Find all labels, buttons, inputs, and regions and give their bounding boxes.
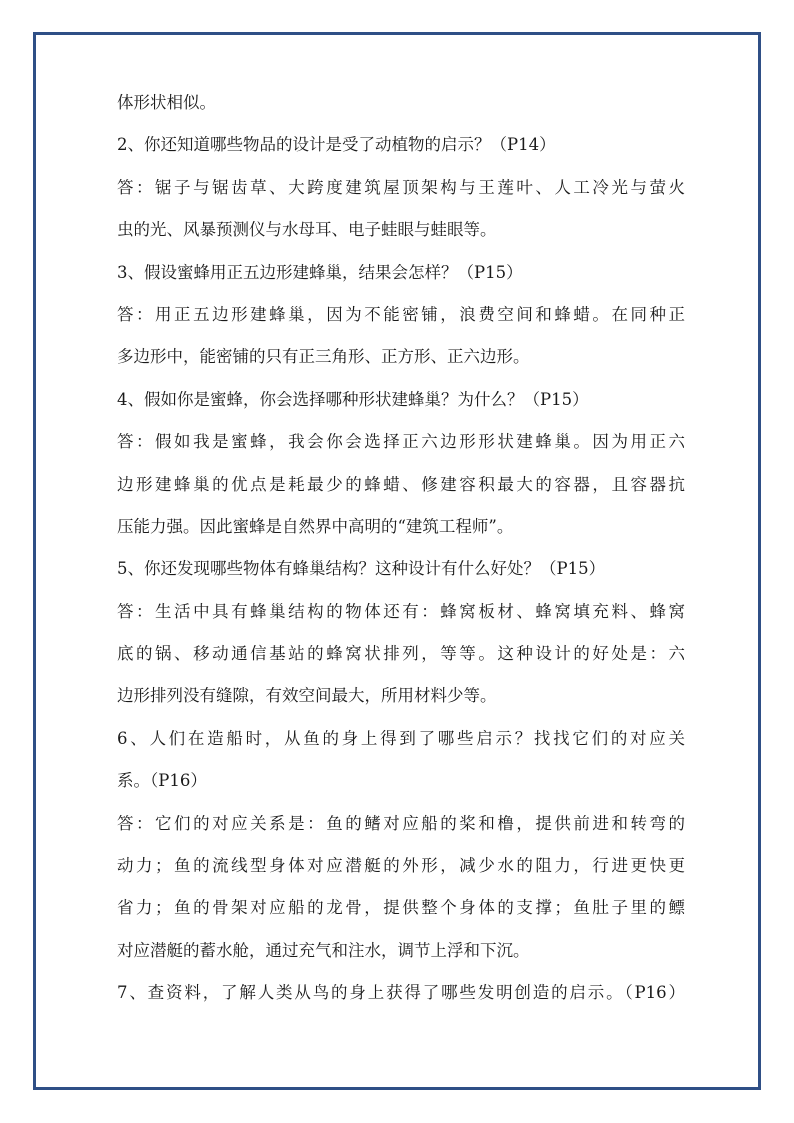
question-4: 4、假如你是蜜蜂，你会选择哪种形状建蜂巢？为什么？（P15） [117, 389, 589, 409]
answer-2-line-2: 虫的光、风暴预测仪与水母耳、电子蛙眼与蛙眼等。 [117, 220, 497, 240]
text-line-1: 体形状相似。 [117, 93, 216, 112]
question-3: 3、假设蜜蜂用正五边形建蜂巢，结果会怎样？（P15） [117, 262, 523, 282]
answer-6-line-4: 对应潜艇的蓄水舱，通过充气和注水，调节上浮和下沉。 [117, 940, 530, 960]
answer-4-line-2: 边形建蜂巢的优点是耗最少的蜂蜡、修建容积最大的容器，且容器抗 [117, 474, 685, 494]
answer-2-line-1: 答：锯子与锯齿草、大跨度建筑屋顶架构与王莲叶、人工冷光与萤火 [117, 177, 685, 197]
answer-3-line-2: 多边形中，能密铺的只有正三角形、正方形、正六边形。 [117, 347, 530, 367]
question-7: 7、查资料，了解人类从鸟的身上获得了哪些发明创造的启示。（P16） [117, 983, 685, 1003]
answer-3-line-1: 答：用正五边形建蜂巢，因为不能密铺，浪费空间和蜂蜡。在同种正 [117, 304, 685, 324]
answer-6-line-3: 省力；鱼的骨架对应船的龙骨，提供整个身体的支撑；鱼肚子里的鳔 [117, 898, 685, 918]
answer-6-line-2: 动力；鱼的流线型身体对应潜艇的外形，减少水的阻力，行进更快更 [117, 856, 685, 876]
answer-4-line-3: 压能力强。因此蜜蜂是自然界中高明的“建筑工程师”。 [117, 516, 514, 536]
answer-5-line-3: 边形排列没有缝隙，有效空间最大，所用材料少等。 [117, 686, 497, 706]
question-6-line-1: 6、人们在造船时，从鱼的身上得到了哪些启示？找找它们的对应关 [117, 728, 685, 748]
answer-4-line-1: 答：假如我是蜜蜂，我会你会选择正六边形形状建蜂巢。因为用正六 [117, 432, 685, 452]
document-body [117, 92, 685, 1025]
answer-6-line-1: 答：它们的对应关系是：鱼的鳍对应船的桨和橹，提供前进和转弯的 [117, 813, 685, 833]
answer-5-line-2: 底的锅、移动通信基站的蜂窝状排列，等等。这种设计的好处是：六 [117, 644, 685, 664]
answer-5-line-1: 答：生活中具有蜂巢结构的物体还有：蜂窝板材、蜂窝填充料、蜂窝 [117, 601, 685, 621]
question-5: 5、你还发现哪些物体有蜂巢结构？这种设计有什么好处？（P15） [117, 559, 606, 579]
question-6-line-2: 系。（P16） [117, 771, 207, 791]
question-2: 2、你还知道哪些物品的设计是受了动植物的启示？（P14） [117, 135, 556, 155]
